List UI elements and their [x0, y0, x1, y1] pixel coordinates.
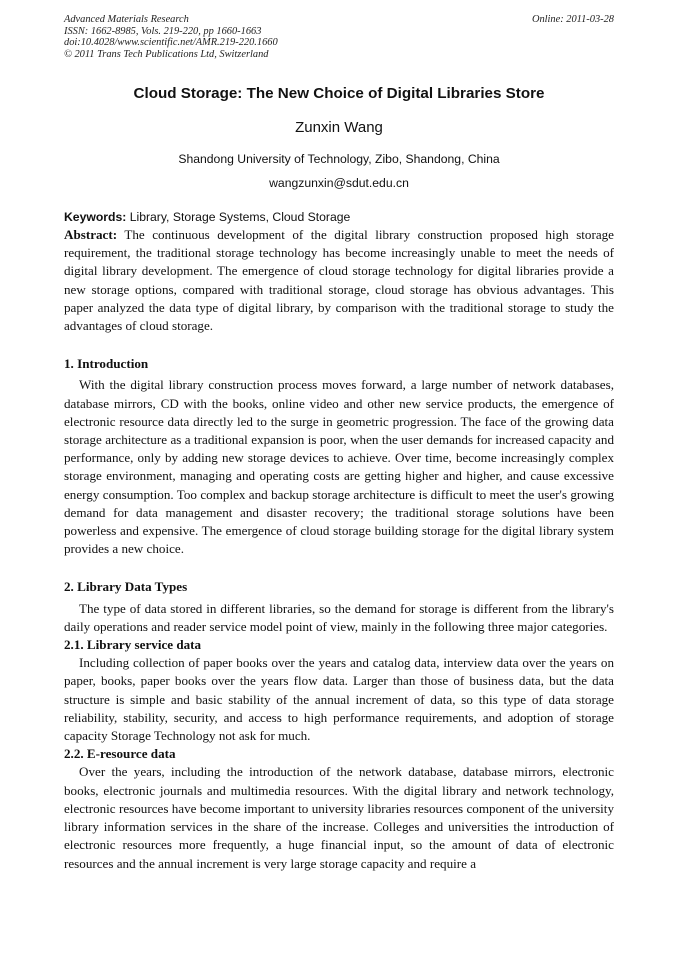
subsection-text-service-data: Including collection of paper books over the years and catalog data, interview data over the years on paper, books, paper books over the years flow data. Larger than those of business data, but the data structure is simple and basic stability of the annual increment of data, so this type of data storage reliability, stability, security, and access to high performance requirements, and adoption of storage capacity Storage Technology not ask for much. — [64, 655, 614, 744]
keywords-text: Library, Storage Systems, Cloud Storage — [129, 210, 351, 224]
author-email: wangzunxin@sdut.edu.cn — [269, 176, 409, 190]
section-heading-data-types: 2. Library Data Types — [64, 579, 188, 595]
section-text-data-types: The type of data stored in different libraries, so the demand for storage is different from the library's daily operations and reader service model point of view, mainly in the following three major categories. — [64, 600, 614, 634]
doi-line: doi:10.4028/www.scientific.net/AMR.219-220.1660 — [64, 37, 278, 48]
section-heading-introduction: 1. Introduction — [64, 356, 149, 372]
keywords — [64, 208, 614, 226]
subsection-text-e-resource: Over the years, including the introduction of the network database, database mirrors, electronic books, electronic journals and multimedia resources. With the digital library and network technology, electronic resources have become important to university libraries resources component of the university library information services in the share of the increase. Colleges and universities the introduction of electronic resources more frequently, a huge financial input, so the amount of data of electronic resources and the annual increment is very large storage capacity and require a — [64, 764, 614, 871]
paper-title: Cloud Storage: The New Choice of Digital Libraries Store — [133, 85, 545, 102]
subsection-heading-e-resource: 2.2. E-resource data — [64, 746, 176, 762]
section-text-introduction: With the digital library construction process moves forward, a large number of network databases, database mirrors, CD with the books, online video and other new service products, the emergence of electronic resource data directly led to the surge in geometric progression. The face of the growing data storage architecture as a traditional expansion is poor, when the user demands for increased capacity and performance, only by adding new storage devices to achieve. Over time, become increasingly complex storage environment, managing and operating costs are getting higher and higher, and cause excessive energy consumption. Too complex and backup storage architecture is difficult to meet the user's growing demand for data management and disaster recovery; the traditional storage solutions have been powerless and expensive. The emergence of cloud storage building storage for the digital library system provides a new choice. — [64, 377, 614, 557]
author-name: Zunxin Wang — [295, 119, 383, 136]
journal-name: Advanced Materials Research — [64, 14, 189, 25]
copyright-line: © 2011 Trans Tech Publications Ltd, Switzerland — [64, 48, 269, 60]
abstract-text: The continuous development of the digital library construction proposed high storage requirement, the traditional storage technology has become increasingly unable to meet the needs of digital library development. The emergence of cloud storage technology for digital libraries provide a new storage options, compared with traditional storage, cloud storage has obvious advantages. This paper analyzed the data type of digital library, by comparison with the traditional storage to study the advantages of cloud storage. — [64, 227, 614, 334]
journal-header — [64, 14, 614, 60]
online-date: Online: 2011-03-28 — [531, 14, 614, 25]
issn-line: ISSN: 1662-8985, Vols. 219-220, pp 1660-1663 — [64, 25, 262, 37]
keywords-label: Keywords: — [64, 210, 127, 224]
affiliation: Shandong University of Technology, Zibo, Shandong, China — [178, 152, 500, 166]
subsection-heading-service-data: 2.1. Library service data — [64, 637, 202, 653]
abstract-label: Abstract: — [64, 227, 118, 242]
paper-page — [64, 14, 614, 873]
abstract — [64, 226, 614, 335]
